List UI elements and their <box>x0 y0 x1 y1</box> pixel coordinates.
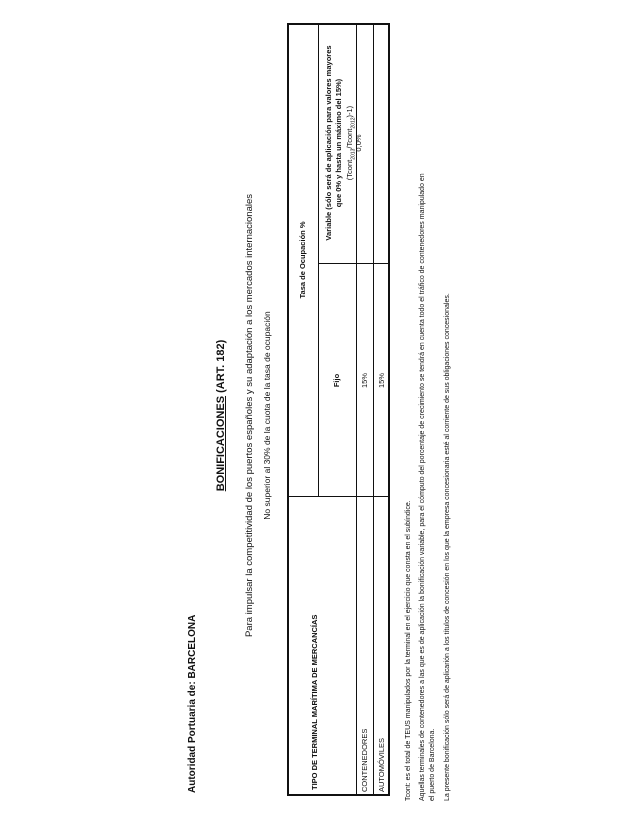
bonus-table <box>287 23 390 796</box>
title-article: (ART. 182) <box>215 339 227 396</box>
title-underlined: BONIFICACIONES <box>215 395 227 492</box>
formula-part-a: (Tcont <box>345 159 354 181</box>
header-fijo: Fijo <box>332 373 341 388</box>
note-variable-line1: Aquellas terminales de contenedores a las que es de aplicación la bonificación variable, para el cómputo del porcentaje de crecimiento se tendrá en cuenta todo el tráfico de contenedores manipulado en <box>419 173 426 801</box>
formula-sub-a: 2013 <box>350 148 357 160</box>
note-variable-line2: el puerto de Barcelona. <box>429 728 436 801</box>
row-fijo-automobiles: 15% <box>377 373 386 389</box>
header-terminal-type: TIPO DE TERMINAL MARÍTIMA DE MERCANCÍAS <box>310 614 319 790</box>
row-name-containers: CONTENEDORES <box>360 728 369 792</box>
row-variable-automobiles: 0,0% <box>354 134 363 152</box>
formula-sub-b: 2012 <box>350 117 357 129</box>
page-title <box>215 0 227 831</box>
subtitle: Para impulsar la competitividad de los puertos españoles y su adaptación a los mercados internacionales <box>244 193 255 638</box>
header-variable-line1: Variable (sólo será de aplicación para valores mayores <box>324 45 333 241</box>
port-authority-heading: Autoridad Portuaria de: BARCELONA <box>187 614 198 793</box>
divider-row <box>373 23 374 794</box>
header-variable-line2: que 0% y hasta un máximo del 15%) <box>334 78 343 208</box>
row-fijo-containers: 15% <box>360 373 369 389</box>
formula-part-c: )-1) <box>345 105 354 118</box>
note-concession: La presente bonificación sólo será de aplicarión a los títulos de concesión en los que la empresa concesionaria esté al corriente de sus obligaciones concesionales. <box>444 293 451 801</box>
formula-part-b: /Tcont <box>345 128 354 149</box>
row-name-automobiles: AUTOMÓVILES <box>377 737 386 792</box>
header-occupancy-rate: Tasa de Ocupación % <box>298 221 307 299</box>
divider-header-group <box>318 23 319 497</box>
note-tcont: Tcont: es el total de TEUS manipulados por la terminal en el ejercicio que consta en el subíndice. <box>405 500 412 801</box>
subtitle-limit: No superior al 30% de la cuota de la tasa de ocupación <box>262 311 272 520</box>
